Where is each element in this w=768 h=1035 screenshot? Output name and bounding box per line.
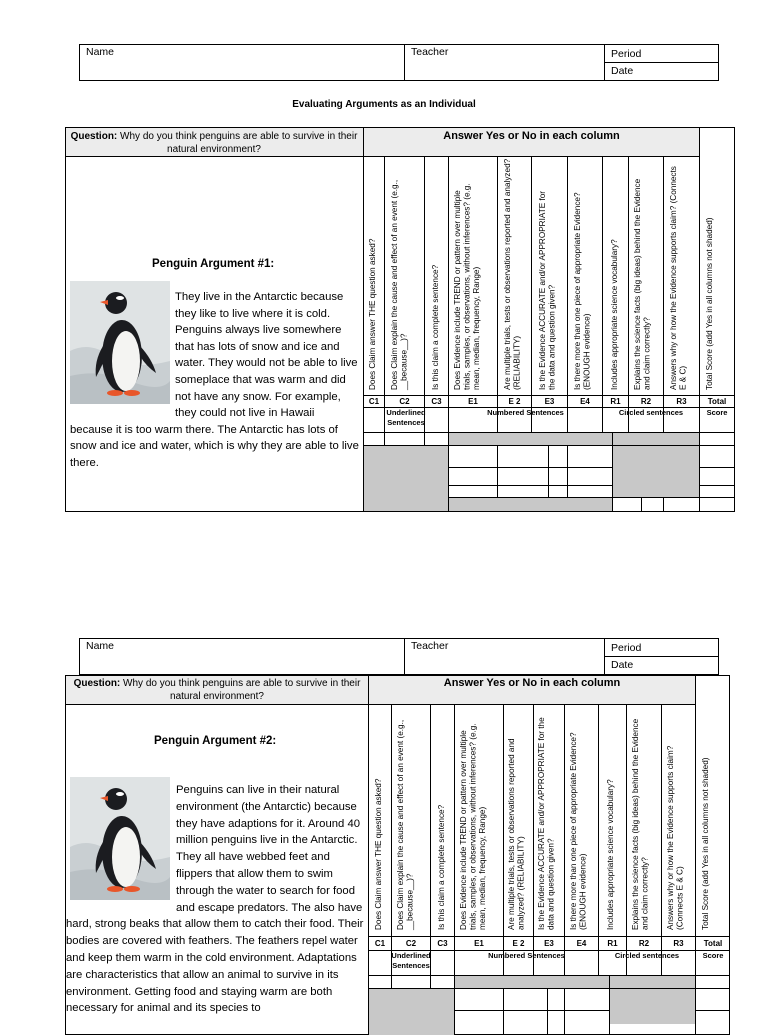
shaded-area-2a [369, 989, 454, 1035]
code-r1: R1 [610, 397, 621, 406]
shaded-area-2b [455, 976, 695, 988]
code-e2-2: E 2 [512, 939, 525, 948]
group-claim: Underlined Sentences [386, 408, 426, 427]
col-e4-header: Is there more than one piece of appropriate Evidence? (ENOUGH evidence) [573, 192, 592, 390]
code-e2: E 2 [508, 397, 521, 406]
code-total: Total [707, 397, 727, 406]
code-c2: C2 [399, 397, 410, 406]
code-e3: E3 [544, 397, 555, 406]
col-r3-header-2: Answers why or how the Evidence supports claim? (Connects E & C) [666, 745, 685, 930]
group-evidence: Numbered Sentences [487, 408, 564, 417]
date-field-label[interactable]: Date [611, 65, 634, 77]
period-field-label-2[interactable]: Period [611, 642, 642, 654]
shaded-area-1c [612, 446, 699, 497]
code-c3-2: C3 [437, 939, 448, 948]
col-e3-header-2: Is the Evidence ACCURATE and/or APPROPRIATE for the data and question given? [537, 717, 556, 930]
answer-header-1: Answer Yes or No in each column [443, 130, 620, 142]
argument-1-text: They live in the Antarctic because they like to live where it is cold. Penguins always live somewhere that has lots of snow and ice and water. They would not be able to live someplace that was warm and did not have any snow. For example, they could not live in Hawaii because it is too warm there. The Antarctic has lots of snow and ice and water, which is why they are able to live there. [70, 291, 359, 469]
code-c1-2: C1 [374, 939, 386, 948]
col-e2-header: Are multiple trials, tests or observations reported and analyzed? (RELIABILITY) [503, 158, 522, 390]
code-r1-2: R1 [607, 939, 618, 948]
date-field-label-2[interactable]: Date [611, 659, 634, 671]
shaded-area-1d [449, 498, 612, 511]
col-e2-header-2: Are multiple trials, tests or observations reported and analyzed? (RELIABILITY) [507, 738, 526, 930]
name-field-label[interactable]: Name [86, 46, 115, 58]
shaded-area-2c [609, 989, 695, 1024]
group-claim-2: Underlined Sentences [391, 951, 431, 970]
name-field-label-2[interactable]: Name [86, 640, 115, 652]
code-c1: C1 [368, 397, 380, 406]
col-total-header-2: Total Score (add Yes in all columns not shaded) [701, 757, 710, 930]
col-r3-header: Answers why or how the Evidence supports claim? (Connects E & C) [669, 166, 688, 390]
col-r1-header-2: Includes appropriate science vocabulary? [606, 779, 615, 930]
argument-1-title: Penguin Argument #1: [152, 258, 275, 270]
group-total-2: Score [702, 951, 724, 960]
group-reasoning-2: Circled sentences [614, 951, 680, 960]
code-c3: C3 [431, 397, 442, 406]
col-c2-header: Does Claim explain the cause and effect of an event (e.g., __because__)? [390, 179, 409, 390]
group-reasoning: Circled sentences [618, 408, 684, 417]
code-e3-2: E3 [544, 939, 554, 948]
code-e4-2: E4 [576, 939, 587, 948]
col-e4-header-2: Is there more than one piece of appropriate Evidence? (ENOUGH evidence) [569, 732, 588, 930]
code-e4: E4 [580, 397, 590, 406]
col-r2-header: Explains the science facts (big ideas) behind the Evidence and claim correctly? [633, 178, 652, 390]
period-field-label[interactable]: Period [611, 48, 642, 60]
code-e1-2: E1 [474, 939, 484, 948]
teacher-field-label[interactable]: Teacher [411, 46, 449, 58]
argument-2-title: Penguin Argument #2: [154, 735, 277, 747]
teacher-field-label-2[interactable]: Teacher [411, 640, 449, 652]
group-evidence-2: Numbered Sentences [488, 951, 565, 960]
col-c1-header-2: Does Claim answer THE question asked? [374, 778, 383, 930]
code-total-2: Total [703, 939, 723, 948]
doc-title: Evaluating Arguments as an Individual [292, 99, 476, 110]
col-c3-header: Is this claim a complete sentence? [431, 264, 440, 390]
col-c1-header: Does Claim answer THE question asked? [368, 238, 377, 390]
code-c2-2: C2 [405, 939, 417, 948]
col-e3-header: Is the Evidence ACCURATE and/or APPROPRIATE for the data and question given? [538, 191, 557, 390]
group-total: Score [706, 408, 728, 417]
question-1: Question: Why do you think penguins are able to survive in their natural environment? [70, 131, 358, 155]
question-2: Question: Why do you think penguins are able to survive in their natural environment? [73, 678, 361, 702]
code-e1: E1 [468, 397, 478, 406]
col-r1-header: Includes appropriate science vocabulary? [610, 239, 619, 390]
code-r3-2: R3 [673, 939, 684, 948]
answer-header-2: Answer Yes or No in each column [443, 677, 621, 689]
code-r2-2: R2 [638, 939, 650, 948]
argument-2-text: Penguins can live in their natural environment (the Antarctic) because they have adaptions for it. Around 40 million penguins live in the Antarctic. They all have webbed feet and flippers that allow them to swim through the water to search for food and escape predators. The also have hard, strong beaks that allow them to catch their food. Their bodies are covered with feathers. The feathers repel water and keep them warm in the cold environment. Adaptations are characteristics that allow an animal to survive in its environment. Getting food and staying warm are both necessary for animal and its species to [66, 784, 364, 1015]
col-c3-header-2: Is this claim a complete sentence? [437, 804, 446, 930]
col-r2-header-2: Explains the science facts (big ideas) behind the Evidence and claim correctly? [631, 718, 650, 930]
code-r2: R2 [640, 397, 652, 406]
col-e1-header-2: Does Evidence include TREND or pattern over multiple trials, samples, or observations, without inferences? (e.g. mean, median, frequency, Range) [459, 723, 487, 930]
code-r3: R3 [676, 397, 687, 406]
shaded-area-1a [364, 446, 448, 511]
col-e1-header: Does Evidence include TREND or pattern over multiple trials, samples, or observations, without inferences? (e.g. mean, median, frequency, Range) [453, 183, 481, 390]
col-total-header: Total Score (add Yes in all columns not shaded) [705, 217, 714, 390]
shaded-area-1b [449, 433, 699, 445]
col-c2-header-2: Does Claim explain the cause and effect of an event (e.g., __because__)? [396, 719, 415, 930]
